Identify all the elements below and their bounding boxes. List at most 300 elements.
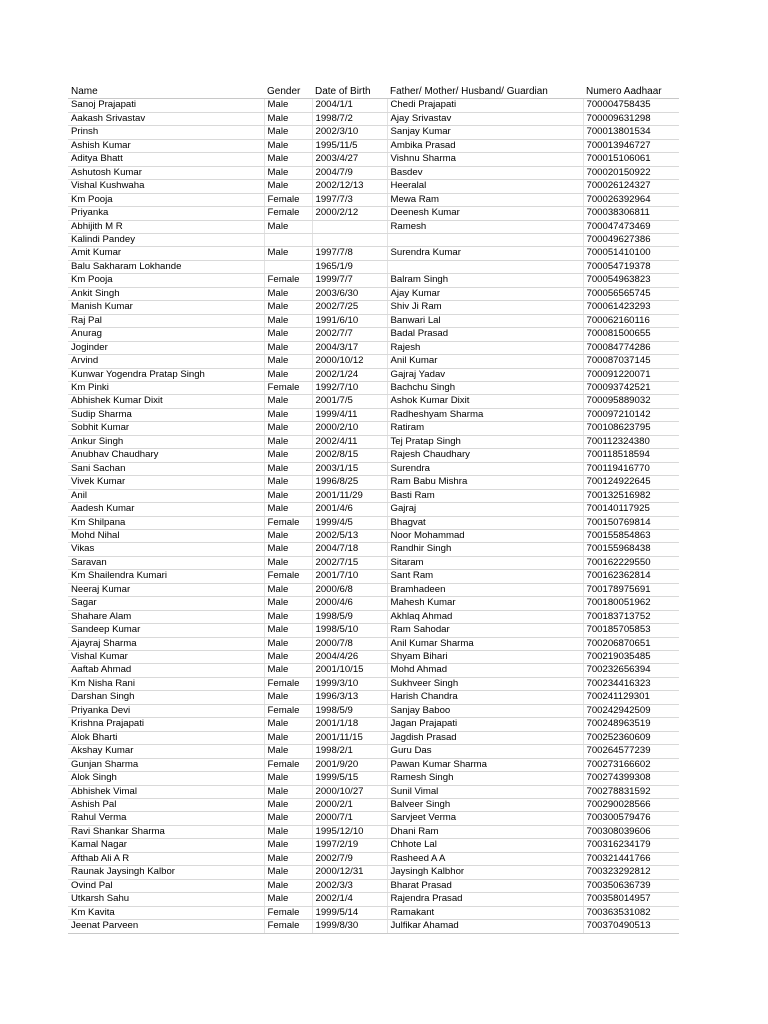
table-row — [68, 328, 679, 341]
aadhaar-number-cell: 700358014957 — [583, 893, 679, 906]
gender-cell: Male — [264, 839, 312, 852]
name-cell: Vishal Kumar — [68, 651, 264, 664]
guardian-cell: Shyam Bihari — [387, 651, 583, 664]
date-of-birth-cell: 2000/7/1 — [312, 812, 387, 825]
name-cell: Abhijith M R — [68, 220, 264, 233]
date-of-birth-cell: 1999/5/14 — [312, 906, 387, 919]
table-row — [68, 691, 679, 704]
guardian-cell: Rajesh — [387, 341, 583, 354]
gender-cell: Male — [264, 153, 312, 166]
table-row — [68, 355, 679, 368]
gender-cell: Male — [264, 825, 312, 838]
table-row — [68, 449, 679, 462]
aadhaar-number-cell: 700264577239 — [583, 745, 679, 758]
gender-cell: Male — [264, 879, 312, 892]
table-row — [68, 341, 679, 354]
guardian-cell: Ajay Srivastav — [387, 112, 583, 125]
aadhaar-number-cell: 700206870651 — [583, 637, 679, 650]
date-of-birth-cell: 2002/7/15 — [312, 556, 387, 569]
name-cell: Jeenat Parveen — [68, 920, 264, 933]
gender-cell: Male — [264, 247, 312, 260]
date-of-birth-cell: 2004/7/18 — [312, 543, 387, 556]
date-of-birth-cell: 1999/4/5 — [312, 516, 387, 529]
aadhaar-number-cell: 700038306811 — [583, 207, 679, 220]
name-cell: Km Shilpana — [68, 516, 264, 529]
table-row — [68, 651, 679, 664]
name-cell: Km Pooja — [68, 193, 264, 206]
guardian-cell: Shiv Ji Ram — [387, 301, 583, 314]
table-row — [68, 839, 679, 852]
name-cell: Km Nisha Rani — [68, 677, 264, 690]
name-cell: Anurag — [68, 328, 264, 341]
gender-cell: Male — [264, 893, 312, 906]
table-row — [68, 570, 679, 583]
gender-cell: Female — [264, 207, 312, 220]
gender-cell: Male — [264, 651, 312, 664]
name-cell: Kalindi Pandey — [68, 233, 264, 246]
gender-cell: Male — [264, 220, 312, 233]
gender-cell: Female — [264, 920, 312, 933]
table-row — [68, 745, 679, 758]
date-of-birth-cell: 1999/7/7 — [312, 274, 387, 287]
guardian-cell: Basti Ram — [387, 489, 583, 502]
guardian-cell: Surendra — [387, 462, 583, 475]
gender-cell: Male — [264, 301, 312, 314]
name-cell: Anubhav Chaudhary — [68, 449, 264, 462]
date-of-birth-cell: 2000/12/31 — [312, 866, 387, 879]
gender-cell: Female — [264, 677, 312, 690]
guardian-cell: Balveer Singh — [387, 799, 583, 812]
guardian-cell: Bachchu Singh — [387, 381, 583, 394]
date-of-birth-cell: 2001/7/10 — [312, 570, 387, 583]
gender-cell: Male — [264, 637, 312, 650]
guardian-cell: Bhagvat — [387, 516, 583, 529]
table-row — [68, 139, 679, 152]
date-of-birth-cell: 1997/7/3 — [312, 193, 387, 206]
table-row — [68, 422, 679, 435]
name-cell: Amit Kumar — [68, 247, 264, 260]
aadhaar-number-cell: 700009631298 — [583, 112, 679, 125]
guardian-cell: Ajay Kumar — [387, 287, 583, 300]
date-of-birth-cell: 2004/1/1 — [312, 99, 387, 112]
date-of-birth-cell: 1998/2/1 — [312, 745, 387, 758]
date-of-birth-cell: 2002/7/25 — [312, 301, 387, 314]
column-header-name: Name — [68, 86, 264, 99]
date-of-birth-cell: 1991/6/10 — [312, 314, 387, 327]
name-cell: Sandeep Kumar — [68, 624, 264, 637]
table-row — [68, 435, 679, 448]
gender-cell: Male — [264, 556, 312, 569]
date-of-birth-cell: 2004/7/9 — [312, 166, 387, 179]
table-row — [68, 503, 679, 516]
aadhaar-number-cell: 700321441766 — [583, 852, 679, 865]
table-row — [68, 664, 679, 677]
aadhaar-number-cell: 700248963519 — [583, 718, 679, 731]
gender-cell: Male — [264, 328, 312, 341]
gender-cell: Male — [264, 583, 312, 596]
gender-cell: Male — [264, 718, 312, 731]
date-of-birth-cell: 1996/3/13 — [312, 691, 387, 704]
name-cell: Ashish Kumar — [68, 139, 264, 152]
gender-cell: Male — [264, 112, 312, 125]
guardian-cell: Noor Mohammad — [387, 529, 583, 542]
date-of-birth-cell: 2000/2/12 — [312, 207, 387, 220]
guardian-cell: Bramhadeen — [387, 583, 583, 596]
guardian-cell: Dhani Ram — [387, 825, 583, 838]
date-of-birth-cell: 2003/6/30 — [312, 287, 387, 300]
guardian-cell: Sarvjeet Verma — [387, 812, 583, 825]
aadhaar-number-cell: 700093742521 — [583, 381, 679, 394]
name-cell: Mohd Nihal — [68, 529, 264, 542]
name-cell: Arvind — [68, 355, 264, 368]
name-cell: Aakash Srivastav — [68, 112, 264, 125]
aadhaar-number-cell: 700308039606 — [583, 825, 679, 838]
guardian-cell: Basdev — [387, 166, 583, 179]
aadhaar-number-cell: 700108623795 — [583, 422, 679, 435]
table-row — [68, 556, 679, 569]
name-cell: Ashish Pal — [68, 799, 264, 812]
guardian-cell: Mahesh Kumar — [387, 597, 583, 610]
name-cell: Aditya Bhatt — [68, 153, 264, 166]
aadhaar-number-cell: 700112324380 — [583, 435, 679, 448]
aadhaar-number-cell: 700026392964 — [583, 193, 679, 206]
guardian-cell: Anil Kumar — [387, 355, 583, 368]
table-row — [68, 583, 679, 596]
gender-cell: Female — [264, 570, 312, 583]
guardian-cell: Anil Kumar Sharma — [387, 637, 583, 650]
date-of-birth-cell: 2000/2/1 — [312, 799, 387, 812]
date-of-birth-cell: 2002/1/4 — [312, 893, 387, 906]
gender-cell: Male — [264, 126, 312, 139]
date-of-birth-cell: 1998/5/9 — [312, 704, 387, 717]
table-row — [68, 624, 679, 637]
name-cell: Kamal Nagar — [68, 839, 264, 852]
aadhaar-number-cell: 700054719378 — [583, 260, 679, 273]
gender-cell: Female — [264, 906, 312, 919]
name-cell: Vivek Kumar — [68, 476, 264, 489]
guardian-cell: Deenesh Kumar — [387, 207, 583, 220]
name-cell: Joginder — [68, 341, 264, 354]
name-cell: Saravan — [68, 556, 264, 569]
name-cell: Abhishek Kumar Dixit — [68, 395, 264, 408]
date-of-birth-cell: 2001/10/15 — [312, 664, 387, 677]
aadhaar-number-cell: 700150769814 — [583, 516, 679, 529]
date-of-birth-cell: 1998/7/2 — [312, 112, 387, 125]
gender-cell: Male — [264, 664, 312, 677]
guardian-cell: Rajesh Chaudhary — [387, 449, 583, 462]
guardian-cell: Jaysingh Kalbhor — [387, 866, 583, 879]
guardian-cell: Sukhveer Singh — [387, 677, 583, 690]
name-cell: Krishna Prajapati — [68, 718, 264, 731]
date-of-birth-cell: 2002/1/24 — [312, 368, 387, 381]
table-row — [68, 301, 679, 314]
date-of-birth-cell: 2001/7/5 — [312, 395, 387, 408]
aadhaar-number-cell: 700300579476 — [583, 812, 679, 825]
date-of-birth-cell: 1995/11/5 — [312, 139, 387, 152]
date-of-birth-cell: 1997/7/8 — [312, 247, 387, 260]
guardian-cell: Jagan Prajapati — [387, 718, 583, 731]
name-cell: Ankur Singh — [68, 435, 264, 448]
table-row — [68, 597, 679, 610]
date-of-birth-cell: 2002/5/13 — [312, 529, 387, 542]
name-cell: Sudip Sharma — [68, 408, 264, 421]
date-of-birth-cell: 1999/5/15 — [312, 772, 387, 785]
name-cell: Alok Bharti — [68, 731, 264, 744]
name-cell: Prinsh — [68, 126, 264, 139]
name-cell: Km Kavita — [68, 906, 264, 919]
table-row — [68, 637, 679, 650]
name-cell: Raj Pal — [68, 314, 264, 327]
guardian-cell: Julfikar Ahamad — [387, 920, 583, 933]
table-row — [68, 852, 679, 865]
aadhaar-number-cell: 700091220071 — [583, 368, 679, 381]
date-of-birth-cell: 2003/4/27 — [312, 153, 387, 166]
table-row — [68, 476, 679, 489]
date-of-birth-cell: 2002/7/7 — [312, 328, 387, 341]
gender-cell: Male — [264, 489, 312, 502]
aadhaar-number-cell: 700015106061 — [583, 153, 679, 166]
guardian-cell: Rasheed A A — [387, 852, 583, 865]
name-cell: Kunwar Yogendra Pratap Singh — [68, 368, 264, 381]
aadhaar-number-cell: 700370490513 — [583, 920, 679, 933]
gender-cell: Male — [264, 852, 312, 865]
gender-cell: Male — [264, 799, 312, 812]
date-of-birth-cell: 2001/9/20 — [312, 758, 387, 771]
table-row — [68, 543, 679, 556]
gender-cell: Male — [264, 314, 312, 327]
name-cell: Ankit Singh — [68, 287, 264, 300]
aadhaar-number-cell: 700081500655 — [583, 328, 679, 341]
aadhaar-number-cell: 700056565745 — [583, 287, 679, 300]
gender-cell — [264, 233, 312, 246]
gender-cell: Male — [264, 449, 312, 462]
guardian-cell: Chhote Lal — [387, 839, 583, 852]
date-of-birth-cell — [312, 220, 387, 233]
gender-cell — [264, 260, 312, 273]
guardian-cell: Bharat Prasad — [387, 879, 583, 892]
aadhaar-number-cell: 700234416323 — [583, 677, 679, 690]
aadhaar-number-cell: 700290028566 — [583, 799, 679, 812]
gender-cell: Male — [264, 166, 312, 179]
aadhaar-number-cell: 700273166602 — [583, 758, 679, 771]
aadhaar-number-cell: 700162362814 — [583, 570, 679, 583]
name-cell: Aaftab Ahmad — [68, 664, 264, 677]
gender-cell: Male — [264, 476, 312, 489]
table-row — [68, 812, 679, 825]
date-of-birth-cell: 2004/4/26 — [312, 651, 387, 664]
name-cell: Neeraj Kumar — [68, 583, 264, 596]
name-cell: Priyanka Devi — [68, 704, 264, 717]
name-cell: Km Shailendra Kumari — [68, 570, 264, 583]
name-cell: Ravi Shankar Sharma — [68, 825, 264, 838]
date-of-birth-cell: 2001/11/29 — [312, 489, 387, 502]
date-of-birth-cell — [312, 233, 387, 246]
aadhaar-number-cell: 700095889032 — [583, 395, 679, 408]
gender-cell: Female — [264, 704, 312, 717]
table-row — [68, 704, 679, 717]
date-of-birth-cell: 2000/6/8 — [312, 583, 387, 596]
table-row — [68, 866, 679, 879]
date-of-birth-cell: 1998/5/9 — [312, 610, 387, 623]
aadhaar-number-cell: 700241129301 — [583, 691, 679, 704]
guardian-cell: Sant Ram — [387, 570, 583, 583]
name-cell: Alok Singh — [68, 772, 264, 785]
name-cell: Priyanka — [68, 207, 264, 220]
date-of-birth-cell: 2004/3/17 — [312, 341, 387, 354]
guardian-cell: Sitaram — [387, 556, 583, 569]
aadhaar-number-cell: 700062160116 — [583, 314, 679, 327]
table-row — [68, 758, 679, 771]
guardian-cell: Ashok Kumar Dixit — [387, 395, 583, 408]
name-cell: Sanoj Prajapati — [68, 99, 264, 112]
table-row — [68, 395, 679, 408]
name-cell: Manish Kumar — [68, 301, 264, 314]
date-of-birth-cell: 2002/12/13 — [312, 180, 387, 193]
table-row — [68, 166, 679, 179]
table-row — [68, 825, 679, 838]
table-row — [68, 610, 679, 623]
aadhaar-number-cell: 700119416770 — [583, 462, 679, 475]
date-of-birth-cell: 2000/4/6 — [312, 597, 387, 610]
gender-cell: Male — [264, 772, 312, 785]
guardian-cell: Sanjay Baboo — [387, 704, 583, 717]
gender-cell: Male — [264, 462, 312, 475]
guardian-cell: Rajendra Prasad — [387, 893, 583, 906]
aadhaar-number-cell: 700242942509 — [583, 704, 679, 717]
aadhaar-number-cell: 700097210142 — [583, 408, 679, 421]
guardian-cell: Ratiram — [387, 422, 583, 435]
gender-cell: Male — [264, 341, 312, 354]
date-of-birth-cell: 2002/3/3 — [312, 879, 387, 892]
guardian-cell: Banwari Lal — [387, 314, 583, 327]
name-cell: Raunak Jaysingh Kalbor — [68, 866, 264, 879]
guardian-cell — [387, 260, 583, 273]
aadhaar-number-cell: 700162229550 — [583, 556, 679, 569]
aadhaar-number-cell: 700185705853 — [583, 624, 679, 637]
name-cell: Abhishek Vimal — [68, 785, 264, 798]
guardian-cell: Akhlaq Ahmad — [387, 610, 583, 623]
date-of-birth-cell: 2000/10/27 — [312, 785, 387, 798]
guardian-cell: Jagdish Prasad — [387, 731, 583, 744]
aadhaar-number-cell: 700363531082 — [583, 906, 679, 919]
gender-cell: Male — [264, 422, 312, 435]
aadhaar-number-cell: 700049627386 — [583, 233, 679, 246]
guardian-cell: Tej Pratap Singh — [387, 435, 583, 448]
name-cell: Sani Sachan — [68, 462, 264, 475]
gender-cell: Male — [264, 529, 312, 542]
guardian-cell: Gajraj — [387, 503, 583, 516]
name-cell: Akshay Kumar — [68, 745, 264, 758]
date-of-birth-cell: 1999/8/30 — [312, 920, 387, 933]
guardian-cell: Sanjay Kumar — [387, 126, 583, 139]
table-row — [68, 220, 679, 233]
gender-cell: Female — [264, 516, 312, 529]
table-row — [68, 153, 679, 166]
gender-cell: Female — [264, 193, 312, 206]
table-row — [68, 785, 679, 798]
date-of-birth-cell: 2000/7/8 — [312, 637, 387, 650]
table-row — [68, 408, 679, 421]
column-header-date-of-birth: Date of Birth — [312, 86, 387, 99]
table-row — [68, 879, 679, 892]
guardian-cell: Mewa Ram — [387, 193, 583, 206]
aadhaar-number-cell: 700178975691 — [583, 583, 679, 596]
aadhaar-number-cell: 700132516982 — [583, 489, 679, 502]
aadhaar-number-cell: 700051410100 — [583, 247, 679, 260]
name-cell: Aadesh Kumar — [68, 503, 264, 516]
table-row — [68, 489, 679, 502]
column-header-guardian: Father/ Mother/ Husband/ Guardian — [387, 86, 583, 99]
aadhaar-number-cell: 700047473469 — [583, 220, 679, 233]
date-of-birth-cell: 1999/3/10 — [312, 677, 387, 690]
aadhaar-number-cell: 700140117925 — [583, 503, 679, 516]
aadhaar-number-cell: 700183713752 — [583, 610, 679, 623]
gender-cell: Male — [264, 287, 312, 300]
aadhaar-number-cell: 700323292812 — [583, 866, 679, 879]
table-row — [68, 233, 679, 246]
gender-cell: Male — [264, 785, 312, 798]
aadhaar-number-cell: 700013946727 — [583, 139, 679, 152]
name-cell: Anil — [68, 489, 264, 502]
table-row — [68, 99, 679, 112]
table-row — [68, 893, 679, 906]
aadhaar-number-cell: 700061423293 — [583, 301, 679, 314]
guardian-cell: Ramesh — [387, 220, 583, 233]
column-header-gender: Gender — [264, 86, 312, 99]
guardian-cell: Radheshyam Sharma — [387, 408, 583, 421]
date-of-birth-cell: 1992/7/10 — [312, 381, 387, 394]
aadhaar-records-table — [68, 86, 679, 934]
gender-cell: Female — [264, 274, 312, 287]
date-of-birth-cell: 2001/4/6 — [312, 503, 387, 516]
table-row — [68, 207, 679, 220]
name-cell: Balu Sakharam Lokhande — [68, 260, 264, 273]
gender-cell: Female — [264, 381, 312, 394]
gender-cell: Male — [264, 368, 312, 381]
aadhaar-number-cell: 700026124327 — [583, 180, 679, 193]
aadhaar-number-cell: 700004758435 — [583, 99, 679, 112]
date-of-birth-cell: 1995/12/10 — [312, 825, 387, 838]
table-row — [68, 247, 679, 260]
gender-cell: Male — [264, 691, 312, 704]
aadhaar-number-cell: 700180051962 — [583, 597, 679, 610]
table-row — [68, 920, 679, 933]
gender-cell: Male — [264, 395, 312, 408]
aadhaar-number-cell: 700232656394 — [583, 664, 679, 677]
table-row — [68, 718, 679, 731]
table-row — [68, 287, 679, 300]
gender-cell: Male — [264, 812, 312, 825]
table-row — [68, 529, 679, 542]
guardian-cell: Ramesh Singh — [387, 772, 583, 785]
guardian-cell — [387, 233, 583, 246]
gender-cell: Male — [264, 866, 312, 879]
header-row — [68, 86, 679, 99]
table-row — [68, 799, 679, 812]
aadhaar-number-cell: 700316234179 — [583, 839, 679, 852]
gender-cell: Male — [264, 624, 312, 637]
guardian-cell: Surendra Kumar — [387, 247, 583, 260]
aadhaar-number-cell: 700054963823 — [583, 274, 679, 287]
guardian-cell: Vishnu Sharma — [387, 153, 583, 166]
date-of-birth-cell: 1996/8/25 — [312, 476, 387, 489]
aadhaar-number-cell: 700274399308 — [583, 772, 679, 785]
gender-cell: Male — [264, 435, 312, 448]
name-cell: Km Pinki — [68, 381, 264, 394]
gender-cell: Male — [264, 139, 312, 152]
guardian-cell: Ambika Prasad — [387, 139, 583, 152]
date-of-birth-cell: 1965/1/9 — [312, 260, 387, 273]
